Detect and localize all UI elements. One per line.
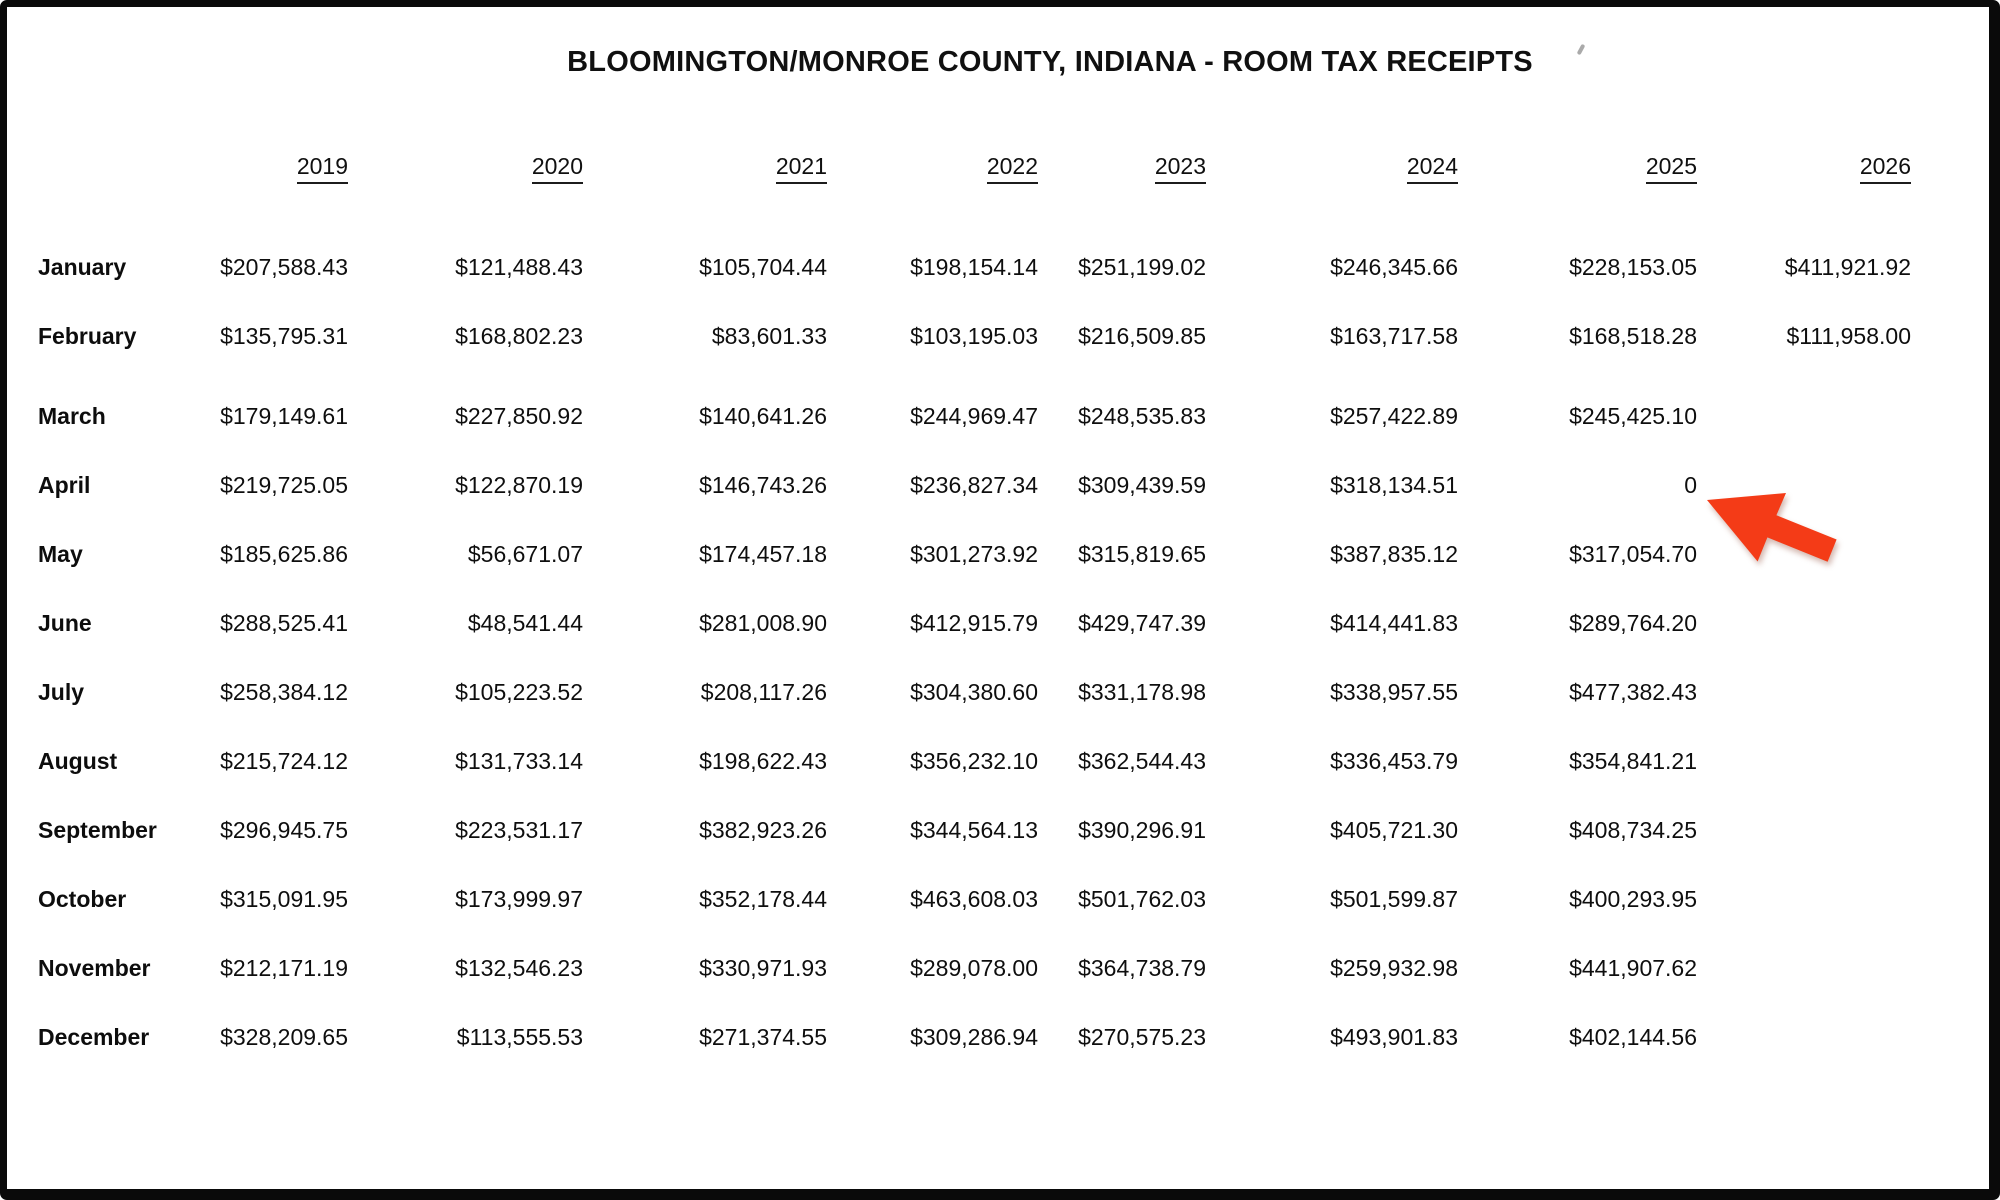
receipt-value-2023-march: $248,535.83 [1078,403,1206,429]
month-label: July [38,679,85,705]
table-row-august [38,727,1911,796]
year-label: 2026 [1860,153,1911,184]
receipt-value-2020-july: $105,223.52 [455,679,583,705]
month-label: February [38,323,137,349]
month-label: March [38,403,106,429]
receipt-value-2024-january: $246,345.66 [1330,254,1458,280]
year-header-2026 [1697,153,1911,184]
month-label: November [38,955,151,981]
receipt-value-2021-september: $382,923.26 [699,817,827,843]
receipt-value-2022-june: $412,915.79 [910,610,1038,636]
table-row-december [38,1003,1911,1072]
receipt-value-2021-june: $281,008.90 [699,610,827,636]
receipt-value-2022-september: $344,564.13 [910,817,1038,843]
receipt-value-2022-august: $356,232.10 [910,748,1038,774]
year-label: 2024 [1407,153,1458,184]
receipt-value-2024-may: $387,835.12 [1330,541,1458,567]
table-row-march [38,382,1911,451]
table-row-april [38,451,1911,520]
receipt-value-2025-september: $408,734.25 [1569,817,1697,843]
year-label: 2020 [532,153,583,184]
receipt-value-2022-february: $103,195.03 [910,323,1038,349]
receipt-value-2019-april: $219,725.05 [220,472,348,498]
red-arrow-shape [1707,493,1837,562]
table-row-october [38,865,1911,934]
receipt-value-2024-april: $318,134.51 [1330,472,1458,498]
receipt-value-2024-august: $336,453.79 [1330,748,1458,774]
receipt-value-2024-october: $501,599.87 [1330,886,1458,912]
receipt-value-2019-december: $328,209.65 [220,1024,348,1050]
receipt-value-2025-january: $228,153.05 [1569,254,1697,280]
receipt-value-2023-august: $362,544.43 [1078,748,1206,774]
receipt-value-2021-december: $271,374.55 [699,1024,827,1050]
year-header-row [38,148,1911,188]
receipt-value-2020-may: $56,671.07 [467,541,583,567]
receipt-value-2023-december: $270,575.23 [1078,1024,1206,1050]
receipt-value-2021-february: $83,601.33 [711,323,827,349]
table-row-june [38,589,1911,658]
year-header-2022 [827,153,1038,184]
year-label: 2022 [987,153,1038,184]
table-row-january [38,233,1911,302]
receipt-value-2021-may: $174,457.18 [699,541,827,567]
receipt-value-2020-december: $113,555.53 [456,1024,583,1050]
receipt-value-2020-april: $122,870.19 [455,472,583,498]
receipt-value-2023-october: $501,762.03 [1078,886,1206,912]
receipt-value-2022-january: $198,154.14 [910,254,1038,280]
month-label: June [38,610,92,636]
receipt-value-2019-september: $296,945.75 [220,817,348,843]
receipt-value-2022-july: $304,380.60 [910,679,1038,705]
year-header-2023 [1038,153,1206,184]
receipt-value-2021-october: $352,178.44 [699,886,827,912]
table-row-may [38,520,1911,589]
receipt-value-2025-november: $441,907.62 [1569,955,1697,981]
receipt-value-2025-april: 0 [1684,472,1697,498]
receipt-value-2024-november: $259,932.98 [1330,955,1458,981]
month-label: October [38,886,127,912]
receipt-value-2023-january: $251,199.02 [1078,254,1206,280]
receipt-value-2019-november: $212,171.19 [220,955,348,981]
year-label: 2021 [776,153,827,184]
month-label: August [38,748,118,774]
year-header-2019 [200,153,348,184]
red-arrow-icon [1705,492,1841,568]
year-label: 2023 [1155,153,1206,184]
month-label: September [38,817,157,843]
table-row-february [38,302,1911,371]
receipt-value-2020-june: $48,541.44 [467,610,583,636]
receipt-value-2020-march: $227,850.92 [455,403,583,429]
year-label: 2019 [297,153,348,184]
receipt-value-2025-june: $289,764.20 [1569,610,1697,636]
table-row-july [38,658,1911,727]
receipt-value-2022-may: $301,273.92 [910,541,1038,567]
receipt-value-2025-may: $317,054.70 [1569,541,1697,567]
receipt-value-2024-march: $257,422.89 [1330,403,1458,429]
receipt-value-2023-april: $309,439.59 [1078,472,1206,498]
receipt-value-2019-august: $215,724.12 [220,748,348,774]
receipt-value-2025-march: $245,425.10 [1569,403,1697,429]
receipt-value-2024-september: $405,721.30 [1330,817,1458,843]
month-label: May [38,541,83,567]
receipt-value-2022-december: $309,286.94 [910,1024,1038,1050]
receipt-value-2024-june: $414,441.83 [1330,610,1458,636]
receipt-value-2022-march: $244,969.47 [910,403,1038,429]
receipt-value-2022-october: $463,608.03 [910,886,1038,912]
receipt-value-2025-august: $354,841.21 [1569,748,1697,774]
receipt-value-2019-january: $207,588.43 [220,254,348,280]
receipt-value-2022-november: $289,078.00 [910,955,1038,981]
receipt-value-2019-may: $185,625.86 [220,541,348,567]
receipt-value-2020-september: $223,531.17 [455,817,583,843]
receipt-value-2021-august: $198,622.43 [699,748,827,774]
document-title: BLOOMINGTON/MONROE COUNTY, INDIANA - ROOM TAX RECEIPTS [567,46,1533,78]
year-header-2020 [348,153,583,184]
receipt-value-2020-august: $131,733.14 [455,748,583,774]
month-label: April [38,472,91,498]
receipt-value-2023-november: $364,738.79 [1078,955,1206,981]
year-label: 2025 [1646,153,1697,184]
receipt-value-2025-february: $168,518.28 [1569,323,1697,349]
receipt-value-2021-january: $105,704.44 [699,254,827,280]
receipts-table-body [38,233,1911,1072]
receipt-value-2019-february: $135,795.31 [220,323,348,349]
receipt-value-2020-january: $121,488.43 [455,254,583,280]
receipt-value-2023-february: $216,509.85 [1078,323,1206,349]
receipt-value-2024-december: $493,901.83 [1330,1024,1458,1050]
receipt-value-2025-july: $477,382.43 [1569,679,1697,705]
receipt-value-2023-july: $331,178.98 [1078,679,1206,705]
receipt-value-2019-june: $288,525.41 [220,610,348,636]
table-row-november [38,934,1911,1003]
month-label: December [38,1024,150,1050]
receipt-value-2026-february: $111,958.00 [1786,323,1911,349]
receipt-value-2025-october: $400,293.95 [1569,886,1697,912]
receipt-value-2023-september: $390,296.91 [1078,817,1206,843]
receipt-value-2021-march: $140,641.26 [699,403,827,429]
receipt-value-2020-october: $173,999.97 [455,886,583,912]
receipt-value-2020-february: $168,802.23 [455,323,583,349]
receipt-value-2024-july: $338,957.55 [1330,679,1458,705]
receipt-value-2019-october: $315,091.95 [220,886,348,912]
year-header-2021 [583,153,827,184]
receipt-value-2023-may: $315,819.65 [1078,541,1206,567]
table-row-september [38,796,1911,865]
receipt-value-2025-december: $402,144.56 [1569,1024,1697,1050]
receipt-value-2021-november: $330,971.93 [699,955,827,981]
receipt-value-2022-april: $236,827.34 [910,472,1038,498]
receipt-value-2026-january: $411,921.92 [1784,254,1911,280]
receipt-value-2021-april: $146,743.26 [699,472,827,498]
receipt-value-2021-july: $208,117.26 [700,679,827,705]
month-label: January [38,254,127,280]
year-header-2025 [1458,153,1697,184]
receipt-value-2020-november: $132,546.23 [455,955,583,981]
receipt-value-2024-february: $163,717.58 [1330,323,1458,349]
receipt-value-2023-june: $429,747.39 [1078,610,1206,636]
receipt-value-2019-march: $179,149.61 [220,403,348,429]
receipt-value-2019-july: $258,384.12 [220,679,348,705]
year-header-2024 [1206,153,1458,184]
